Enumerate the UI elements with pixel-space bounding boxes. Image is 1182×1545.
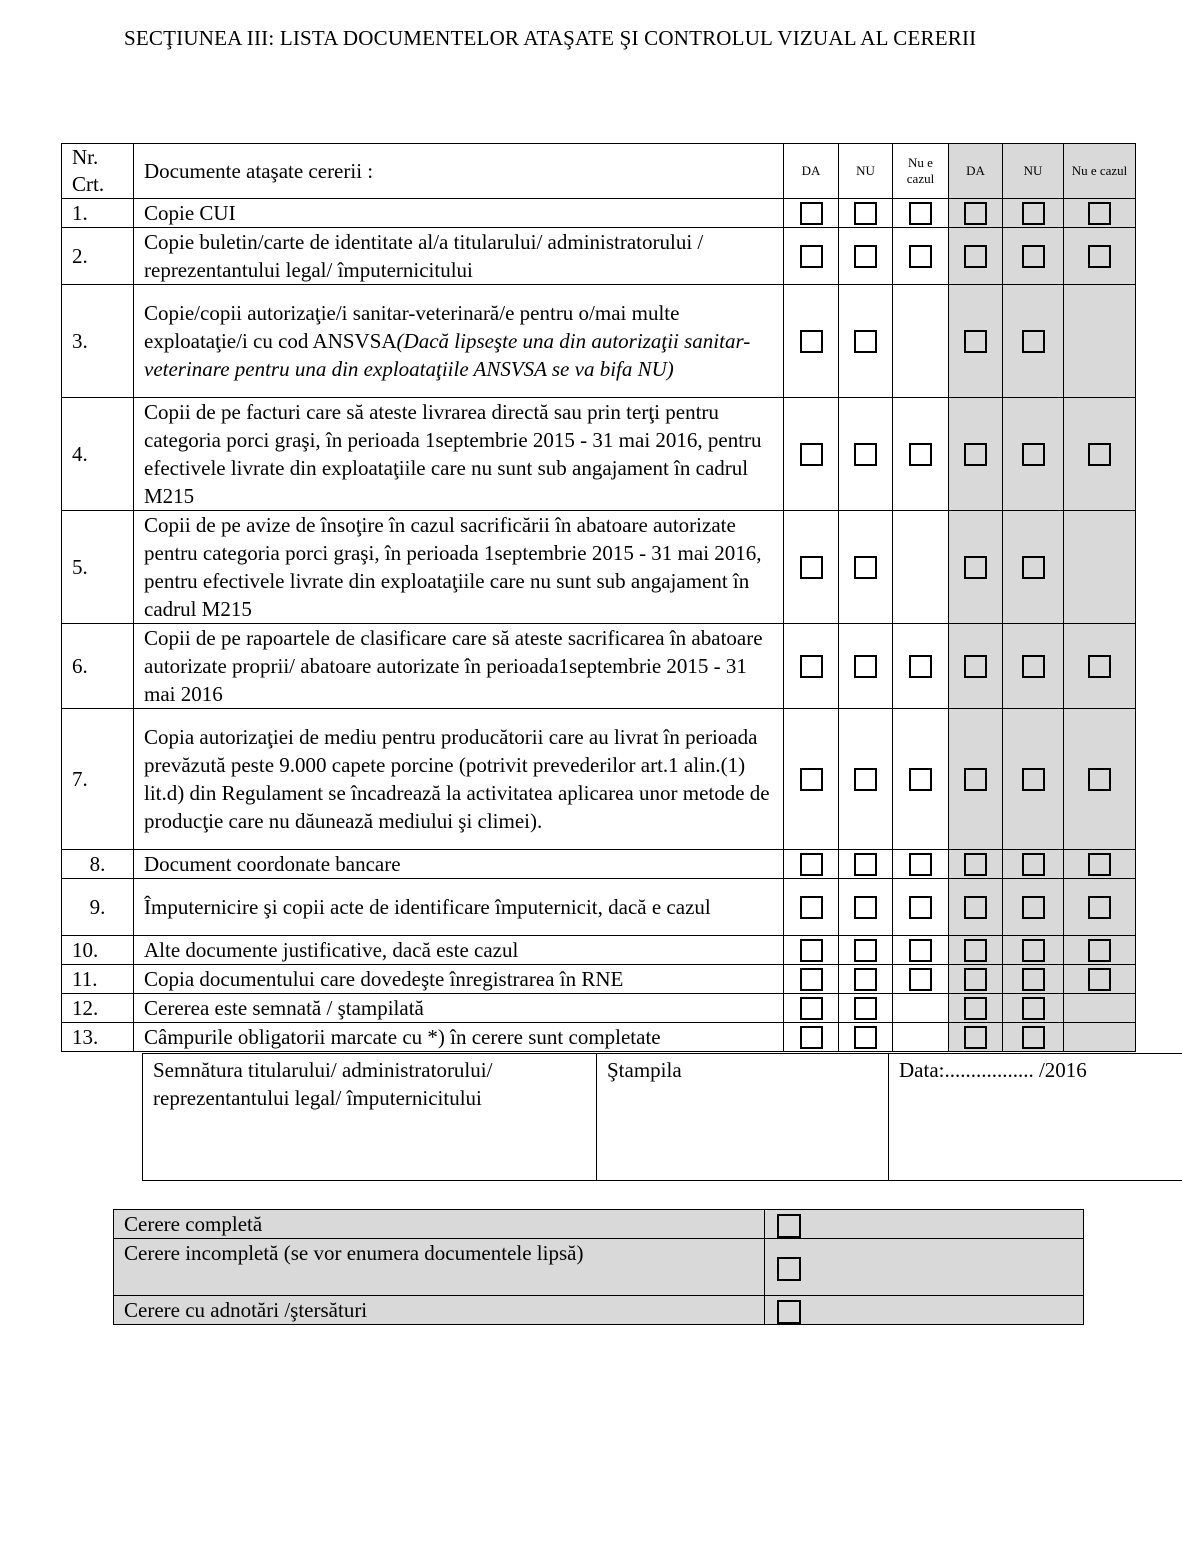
row-number: 3. xyxy=(62,285,134,398)
checkbox-nu-e-cazul-control[interactable] xyxy=(1088,768,1111,791)
checkbox-da-applicant[interactable] xyxy=(800,896,823,919)
cell-nu-e-cazul-applicant xyxy=(893,1023,949,1052)
cell-nu-e-cazul-applicant xyxy=(893,879,949,936)
checkbox-da-applicant[interactable] xyxy=(800,556,823,579)
checkbox-nu-control[interactable] xyxy=(1022,896,1045,919)
signature-cell: Semnătura titularului/ administratorului/ reprezentantului legal/ împuternicitului xyxy=(143,1054,597,1181)
checkbox-da-applicant[interactable] xyxy=(800,968,823,991)
checkbox-da-control[interactable] xyxy=(964,997,987,1020)
document-description xyxy=(134,511,784,624)
cell-nu-applicant xyxy=(839,199,893,228)
document-text: Copii de pe rapoartele de clasificare care să ateste sacrificarea în abatoare autorizate proprii/ abatoare autorizate în perioada1septembrie 2015 - 31 mai 2016 xyxy=(144,626,763,706)
checkbox-da-applicant[interactable] xyxy=(800,202,823,225)
table-row xyxy=(62,398,1136,511)
checkbox-nu-e-cazul-applicant[interactable] xyxy=(909,896,932,919)
checkbox-nu-e-cazul-applicant[interactable] xyxy=(909,202,932,225)
table-row xyxy=(62,511,1136,624)
documents-table xyxy=(61,143,1136,1052)
cell-da-applicant xyxy=(784,228,839,285)
checkbox-nu-control[interactable] xyxy=(1022,655,1045,678)
cell-nu-control xyxy=(1003,994,1064,1023)
cell-nu-e-cazul-applicant xyxy=(893,398,949,511)
checkbox-nu-e-cazul-control[interactable] xyxy=(1088,968,1111,991)
row-number: 10. xyxy=(62,936,134,965)
header-da-control: DA xyxy=(949,144,1003,199)
header-nu-control: NU xyxy=(1003,144,1064,199)
document-description xyxy=(134,624,784,709)
checkbox-nu-applicant[interactable] xyxy=(854,245,877,268)
checkbox-da-applicant[interactable] xyxy=(800,939,823,962)
cell-nu-applicant xyxy=(839,709,893,850)
cell-nu-control xyxy=(1003,965,1064,994)
checkbox-nu-control[interactable] xyxy=(1022,245,1045,268)
signature-table xyxy=(142,1053,1182,1181)
table-row xyxy=(62,1023,1136,1052)
cell-da-control xyxy=(949,709,1003,850)
document-description xyxy=(134,1023,784,1052)
table-row xyxy=(62,285,1136,398)
checkbox-da-control[interactable] xyxy=(964,330,987,353)
status-row-incomplete xyxy=(114,1239,1084,1296)
checkbox-da-control[interactable] xyxy=(964,245,987,268)
cell-da-applicant xyxy=(784,1023,839,1052)
stamp-cell: Ştampila xyxy=(597,1054,889,1181)
header-nu-e-cazul-applicant: Nu e cazul xyxy=(893,144,949,199)
checkbox-nu-control[interactable] xyxy=(1022,939,1045,962)
cell-nu-e-cazul-control xyxy=(1064,199,1136,228)
cell-nu-e-cazul-applicant xyxy=(893,994,949,1023)
row-number: 6. xyxy=(62,624,134,709)
table-row xyxy=(62,965,1136,994)
checkbox-da-applicant[interactable] xyxy=(800,1026,823,1049)
cell-nu-e-cazul-applicant xyxy=(893,709,949,850)
cell-da-applicant xyxy=(784,398,839,511)
cell-da-applicant xyxy=(784,709,839,850)
cell-da-control xyxy=(949,228,1003,285)
checkbox-nu-applicant[interactable] xyxy=(854,968,877,991)
header-documents: Documente ataşate cererii : xyxy=(134,144,784,199)
checkbox-nu-applicant[interactable] xyxy=(854,443,877,466)
status-label: Cerere completă xyxy=(114,1210,765,1239)
cell-da-control xyxy=(949,1023,1003,1052)
table-row xyxy=(62,199,1136,228)
cell-da-control xyxy=(949,511,1003,624)
row-number: 13. xyxy=(62,1023,134,1052)
cell-da-applicant xyxy=(784,879,839,936)
cell-nu-e-cazul-control xyxy=(1064,994,1136,1023)
cell-nu-e-cazul-applicant xyxy=(893,850,949,879)
checkbox-nu-e-cazul-control[interactable] xyxy=(1088,202,1111,225)
document-text: Copii de pe facturi care să ateste livrarea directă sau prin terţi pentru categoria porci graşi, în perioada 1septembrie 2015 - 31 mai 2016, pentru efectivele livrate din exploataţiile care nu sunt sub angajament în cadrul M215 xyxy=(144,400,762,508)
checkbox-nu-control[interactable] xyxy=(1022,330,1045,353)
row-number: 2. xyxy=(62,228,134,285)
table-row xyxy=(62,994,1136,1023)
cell-nu-e-cazul-applicant xyxy=(893,285,949,398)
header-nr-crt: Nr. Crt. xyxy=(62,144,134,199)
cell-da-control xyxy=(949,936,1003,965)
checkbox-da-applicant[interactable] xyxy=(800,768,823,791)
cell-nu-e-cazul-control xyxy=(1064,936,1136,965)
row-number: 9. xyxy=(62,879,134,936)
cell-nu-applicant xyxy=(839,879,893,936)
document-text: Copia autorizaţiei de mediu pentru producătorii care au livrat în perioada prevăzută peste 9.000 capete porcine (potrivit prevederilor art.1 alin.(1) lit.d) din Regulament se încadrează la activitatea aplicarea unor metode de producţie care nu dăunează mediului şi climei). xyxy=(144,725,770,833)
cell-da-control xyxy=(949,199,1003,228)
cell-da-control xyxy=(949,965,1003,994)
cell-da-control xyxy=(949,994,1003,1023)
cell-nu-control xyxy=(1003,228,1064,285)
checkbox-nu-e-cazul-control[interactable] xyxy=(1088,853,1111,876)
document-text: Câmpurile obligatorii marcate cu *) în cerere sunt completate xyxy=(144,1025,661,1049)
checkbox-nu-applicant[interactable] xyxy=(854,896,877,919)
table-row xyxy=(62,709,1136,850)
checkbox-da-control[interactable] xyxy=(964,655,987,678)
cell-nu-applicant xyxy=(839,994,893,1023)
documents-table-body xyxy=(62,199,1136,1052)
header-nu-applicant: NU xyxy=(839,144,893,199)
row-number: 7. xyxy=(62,709,134,850)
table-header-row xyxy=(62,144,1136,199)
document-description xyxy=(134,709,784,850)
cell-da-applicant xyxy=(784,624,839,709)
document-description xyxy=(134,850,784,879)
cell-nu-control xyxy=(1003,624,1064,709)
checkbox-da-control[interactable] xyxy=(964,202,987,225)
cell-da-applicant xyxy=(784,936,839,965)
cell-nu-applicant xyxy=(839,624,893,709)
checkbox-nu-e-cazul-applicant[interactable] xyxy=(909,443,932,466)
table-row xyxy=(62,228,1136,285)
checkbox-nu-e-cazul-control[interactable] xyxy=(1088,245,1111,268)
checkbox-nu-control[interactable] xyxy=(1022,202,1045,225)
cell-nu-control xyxy=(1003,398,1064,511)
document-text: Copie buletin/carte de identitate al/a titularului/ administratorului / reprezentantului legal/ împuternicitului xyxy=(144,230,704,282)
cell-da-control xyxy=(949,285,1003,398)
cell-nu-applicant xyxy=(839,228,893,285)
header-da-applicant: DA xyxy=(784,144,839,199)
table-row xyxy=(62,624,1136,709)
document-description xyxy=(134,199,784,228)
cell-nu-applicant xyxy=(839,936,893,965)
checkbox-da-control[interactable] xyxy=(964,896,987,919)
checkbox-nu-e-cazul-applicant[interactable] xyxy=(909,245,932,268)
checkbox-da-control[interactable] xyxy=(964,768,987,791)
checkbox-nu-applicant[interactable] xyxy=(854,768,877,791)
checkbox-nu-e-cazul-applicant[interactable] xyxy=(909,768,932,791)
row-number: 5. xyxy=(62,511,134,624)
checkbox-da-control[interactable] xyxy=(964,556,987,579)
cell-nu-e-cazul-control xyxy=(1064,624,1136,709)
checkbox-incomplete[interactable] xyxy=(777,1257,801,1281)
checkbox-nu-e-cazul-control[interactable] xyxy=(1088,655,1111,678)
cell-da-control xyxy=(949,879,1003,936)
checkbox-da-applicant[interactable] xyxy=(800,245,823,268)
row-number: 8. xyxy=(62,850,134,879)
document-text: Împuternicire şi copii acte de identificare împuternicit, dacă e cazul xyxy=(144,895,711,919)
cell-da-applicant xyxy=(784,965,839,994)
checkbox-da-control[interactable] xyxy=(964,443,987,466)
cell-nu-e-cazul-applicant xyxy=(893,936,949,965)
checkbox-da-applicant[interactable] xyxy=(800,655,823,678)
cell-nu-applicant xyxy=(839,1023,893,1052)
checkbox-da-applicant[interactable] xyxy=(800,853,823,876)
section-title: SECŢIUNEA III: LISTA DOCUMENTELOR ATAŞATE ŞI CONTROLUL VIZUAL AL CERERII xyxy=(124,26,977,50)
checkbox-nu-e-cazul-applicant[interactable] xyxy=(909,655,932,678)
checkbox-nu-control[interactable] xyxy=(1022,853,1045,876)
checkbox-da-control[interactable] xyxy=(964,1026,987,1049)
cell-nu-control xyxy=(1003,879,1064,936)
cell-nu-e-cazul-control xyxy=(1064,1023,1136,1052)
checkbox-nu-applicant[interactable] xyxy=(854,556,877,579)
checkbox-nu-applicant[interactable] xyxy=(854,202,877,225)
checkbox-nu-e-cazul-applicant[interactable] xyxy=(909,853,932,876)
checkbox-nu-applicant[interactable] xyxy=(854,1026,877,1049)
checkbox-nu-control[interactable] xyxy=(1022,443,1045,466)
cell-da-applicant xyxy=(784,994,839,1023)
cell-da-control xyxy=(949,624,1003,709)
checkbox-nu-e-cazul-control[interactable] xyxy=(1088,896,1111,919)
checkbox-nu-control[interactable] xyxy=(1022,768,1045,791)
document-description xyxy=(134,285,784,398)
cell-nu-e-cazul-control xyxy=(1064,850,1136,879)
cell-da-applicant xyxy=(784,199,839,228)
cell-nu-applicant xyxy=(839,850,893,879)
cell-nu-e-cazul-control xyxy=(1064,709,1136,850)
checkbox-nu-control[interactable] xyxy=(1022,556,1045,579)
cell-nu-control xyxy=(1003,511,1064,624)
cell-nu-applicant xyxy=(839,285,893,398)
document-description xyxy=(134,879,784,936)
checkbox-nu-control[interactable] xyxy=(1022,997,1045,1020)
document-text: Cererea este semnată / ştampilată xyxy=(144,996,424,1020)
cell-nu-e-cazul-applicant xyxy=(893,624,949,709)
cell-nu-control xyxy=(1003,709,1064,850)
cell-nu-e-cazul-applicant xyxy=(893,511,949,624)
table-row xyxy=(62,936,1136,965)
row-number: 12. xyxy=(62,994,134,1023)
cell-nu-e-cazul-control xyxy=(1064,511,1136,624)
status-label: Cerere cu adnotări /ştersături xyxy=(114,1296,765,1325)
cell-da-control xyxy=(949,398,1003,511)
header-nu-e-cazul-control: Nu e cazul xyxy=(1064,144,1136,199)
row-number: 1. xyxy=(62,199,134,228)
cell-da-applicant xyxy=(784,850,839,879)
checkbox-nu-control[interactable] xyxy=(1022,968,1045,991)
cell-nu-e-cazul-applicant xyxy=(893,228,949,285)
checkbox-complete[interactable] xyxy=(777,1214,801,1238)
cell-nu-control xyxy=(1003,285,1064,398)
cell-da-applicant xyxy=(784,285,839,398)
checkbox-annotations[interactable] xyxy=(777,1300,801,1324)
cell-nu-e-cazul-control xyxy=(1064,285,1136,398)
document-text: Copie/copii autorizaţie/i sanitar-veterinară/e pentru o/mai multe exploataţie/i cu cod ANSVSA xyxy=(144,301,680,353)
cell-nu-e-cazul-control xyxy=(1064,398,1136,511)
status-row-complete xyxy=(114,1210,1084,1239)
cell-da-control xyxy=(949,850,1003,879)
cell-nu-control xyxy=(1003,199,1064,228)
cell-nu-control xyxy=(1003,850,1064,879)
checkbox-nu-applicant[interactable] xyxy=(854,655,877,678)
checkbox-da-applicant[interactable] xyxy=(800,330,823,353)
document-note: (Dacă lipseşte una din autorizaţii sanitar-veterinare pentru una din exploataţiile ANSVSA se va bifa NU) xyxy=(144,329,751,381)
cell-nu-e-cazul-applicant xyxy=(893,199,949,228)
document-description xyxy=(134,994,784,1023)
document-text: Document coordonate bancare xyxy=(144,852,401,876)
document-description xyxy=(134,398,784,511)
document-text: Copie CUI xyxy=(144,201,236,225)
checkbox-da-control[interactable] xyxy=(964,968,987,991)
table-row xyxy=(62,850,1136,879)
document-description xyxy=(134,965,784,994)
cell-nu-control xyxy=(1003,1023,1064,1052)
cell-nu-applicant xyxy=(839,511,893,624)
document-text: Copii de pe avize de însoţire în cazul sacrificării în abatoare autorizate pentru categoria porci graşi, în perioada 1septembrie 2015 - 31 mai 2016, pentru efectivele livrate din exploataţiile care nu sunt sub angajament în cadrul M215 xyxy=(144,513,762,621)
table-row xyxy=(62,879,1136,936)
document-text: Copia documentului care dovedeşte înregistrarea în RNE xyxy=(144,967,624,991)
cell-nu-e-cazul-control xyxy=(1064,228,1136,285)
checkbox-da-control[interactable] xyxy=(964,939,987,962)
status-label: Cerere incompletă (se vor enumera documentele lipsă) xyxy=(114,1239,765,1296)
checkbox-nu-control[interactable] xyxy=(1022,1026,1045,1049)
checkbox-nu-e-cazul-control[interactable] xyxy=(1088,443,1111,466)
status-row-annotations xyxy=(114,1296,1084,1325)
checkbox-nu-e-cazul-applicant[interactable] xyxy=(909,968,932,991)
checkbox-nu-applicant[interactable] xyxy=(854,997,877,1020)
checkbox-nu-e-cazul-applicant[interactable] xyxy=(909,939,932,962)
checkbox-nu-applicant[interactable] xyxy=(854,853,877,876)
row-number: 4. xyxy=(62,398,134,511)
document-description xyxy=(134,936,784,965)
checkbox-nu-applicant[interactable] xyxy=(854,939,877,962)
cell-nu-e-cazul-applicant xyxy=(893,965,949,994)
cell-nu-e-cazul-control xyxy=(1064,965,1136,994)
cell-nu-applicant xyxy=(839,398,893,511)
date-cell: Data:................. /2016 xyxy=(889,1054,1182,1181)
checkbox-da-applicant[interactable] xyxy=(800,997,823,1020)
document-description xyxy=(134,228,784,285)
cell-nu-applicant xyxy=(839,965,893,994)
checkbox-da-applicant[interactable] xyxy=(800,443,823,466)
row-number: 11. xyxy=(62,965,134,994)
status-table xyxy=(113,1209,1084,1325)
checkbox-nu-e-cazul-control[interactable] xyxy=(1088,939,1111,962)
cell-nu-e-cazul-control xyxy=(1064,879,1136,936)
checkbox-da-control[interactable] xyxy=(964,853,987,876)
cell-da-applicant xyxy=(784,511,839,624)
cell-nu-control xyxy=(1003,936,1064,965)
checkbox-nu-applicant[interactable] xyxy=(854,330,877,353)
document-text: Alte documente justificative, dacă este cazul xyxy=(144,938,519,962)
